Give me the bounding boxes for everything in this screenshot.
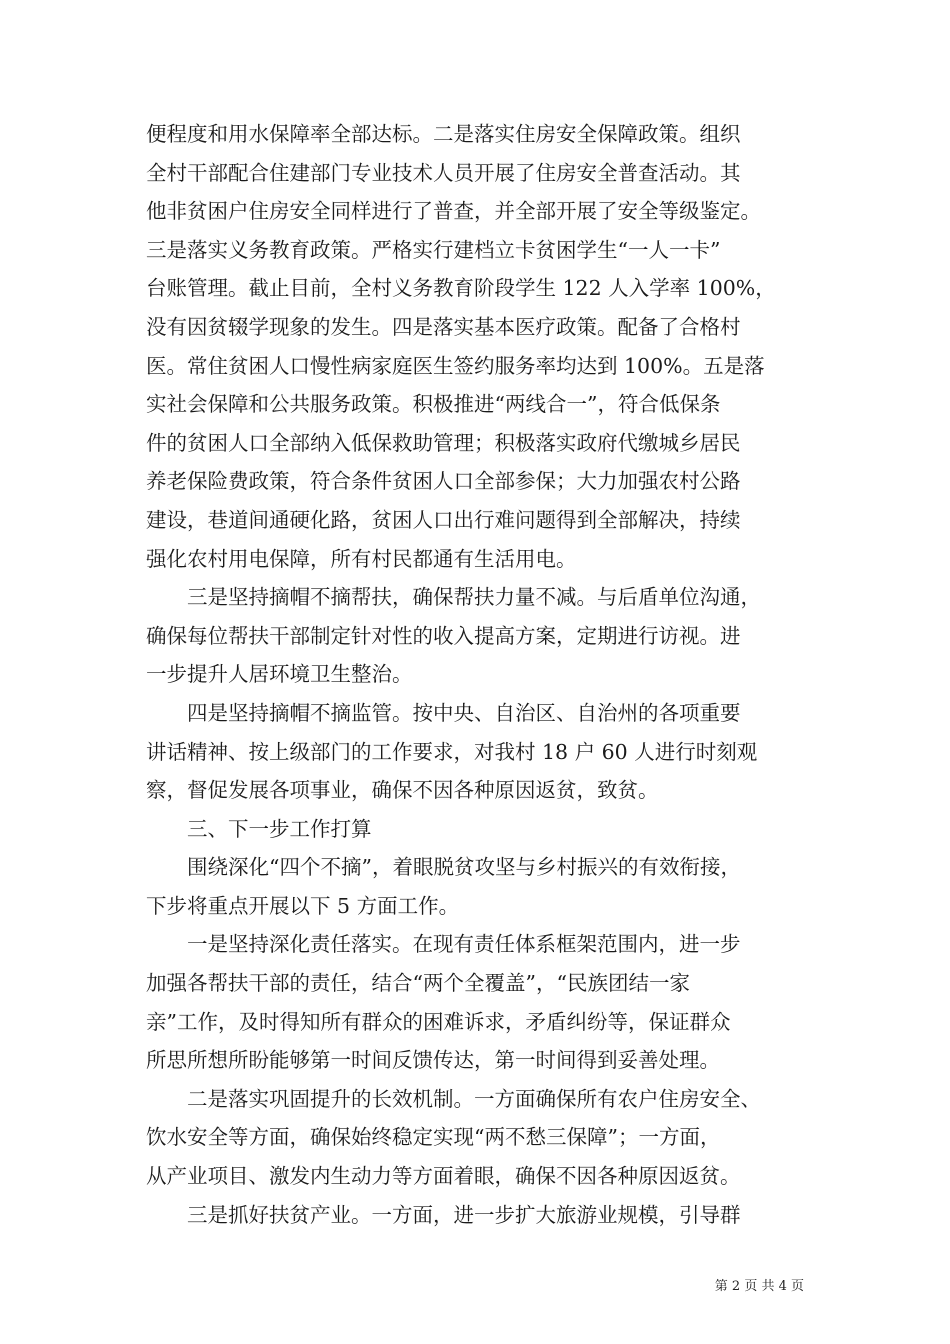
text-line: 实社会保障和公共服务政策。积极推进“两线合一”，符合低保条 xyxy=(146,392,721,417)
text-line: 讲话精神、按上级部门的工作要求，对我村 18 户 60 人进行时刻观 xyxy=(146,739,758,764)
text-line: 一步提升人居环境卫生整治。 xyxy=(146,662,413,687)
text-line: 确保每位帮扶干部制定针对性的收入提高方案，定期进行访视。进 xyxy=(146,623,741,648)
text-line: 亲”工作，及时得知所有群众的困难诉求，矛盾纠纷等，保证群众 xyxy=(146,1009,731,1034)
text-line: 没有因贫辍学现象的发生。四是落实基本医疗政策。配备了合格村 xyxy=(146,314,741,339)
paragraph-start-line: 三是坚持摘帽不摘帮扶，确保帮扶力量不减。与后盾单位沟通， xyxy=(187,585,761,610)
text-line: 他非贫困户住房安全同样进行了普查，并全部开展了安全等级鉴定。 xyxy=(146,199,761,224)
text-line: 所思所想所盼能够第一时间反馈传达，第一时间得到妥善处理。 xyxy=(146,1048,720,1073)
text-line: 全村干部配合住建部门专业技术人员开展了住房安全普查活动。其 xyxy=(146,160,741,185)
text-line: 台账管理。截止目前，全村义务教育阶段学生 122 人入学率 100%， xyxy=(146,276,776,301)
text-line: 三是落实义务教育政策。严格实行建档立卡贫困学生“一人一卡” xyxy=(146,237,721,262)
text-line: 便程度和用水保障率全部达标。二是落实住房安全保障政策。组织 xyxy=(146,122,741,146)
text-line: 医。常住贫困人口慢性病家庭医生签约服务率均达到 100%。五是落 xyxy=(146,353,765,378)
document-body xyxy=(146,115,826,1234)
text-line: 饮水安全等方面，确保始终稳定实现“两不愁三保障”；一方面， xyxy=(146,1125,721,1150)
paragraph-start-line: 一是坚持深化责任落实。在现有责任体系框架范围内，进一步 xyxy=(187,932,741,957)
paragraph-start-line: 围绕深化“四个不摘”，着眼脱贫攻坚与乡村振兴的有效衔接， xyxy=(187,855,741,880)
text-line: 察，督促发展各项事业，确保不因各种原因返贫，致贫。 xyxy=(146,778,659,803)
text-line: 加强各帮扶干部的责任，结合“两个全覆盖”，“民族团结一家 xyxy=(146,971,690,996)
paragraph-start-line: 二是落实巩固提升的长效机制。一方面确保所有农户住房安全、 xyxy=(187,1086,761,1111)
text-line: 件的贫困人口全部纳入低保救助管理；积极落实政府代缴城乡居民 xyxy=(146,430,741,455)
text-line: 下步将重点开展以下 5 方面工作。 xyxy=(146,893,460,918)
paragraph-start-line: 三是抓好扶贫产业。一方面，进一步扩大旅游业规模，引导群 xyxy=(187,1202,741,1227)
text-line: 建设，巷道间通硬化路，贫困人口出行难问题得到全部解决，持续 xyxy=(146,507,741,532)
paragraph-start-line: 四是坚持摘帽不摘监管。按中央、自治区、自治州的各项重要 xyxy=(187,700,741,725)
text-line: 从产业项目、激发内生动力等方面着眼，确保不因各种原因返贫。 xyxy=(146,1164,741,1189)
text-line: 强化农村用电保障，所有村民都通有生活用电。 xyxy=(146,546,577,571)
section-heading: 三、下一步工作打算 xyxy=(187,816,372,841)
text-line: 养老保险费政策，符合条件贫困人口全部参保；大力加强农村公路 xyxy=(146,469,741,494)
page-number: 第 2 页 共 4 页 xyxy=(714,1279,804,1294)
